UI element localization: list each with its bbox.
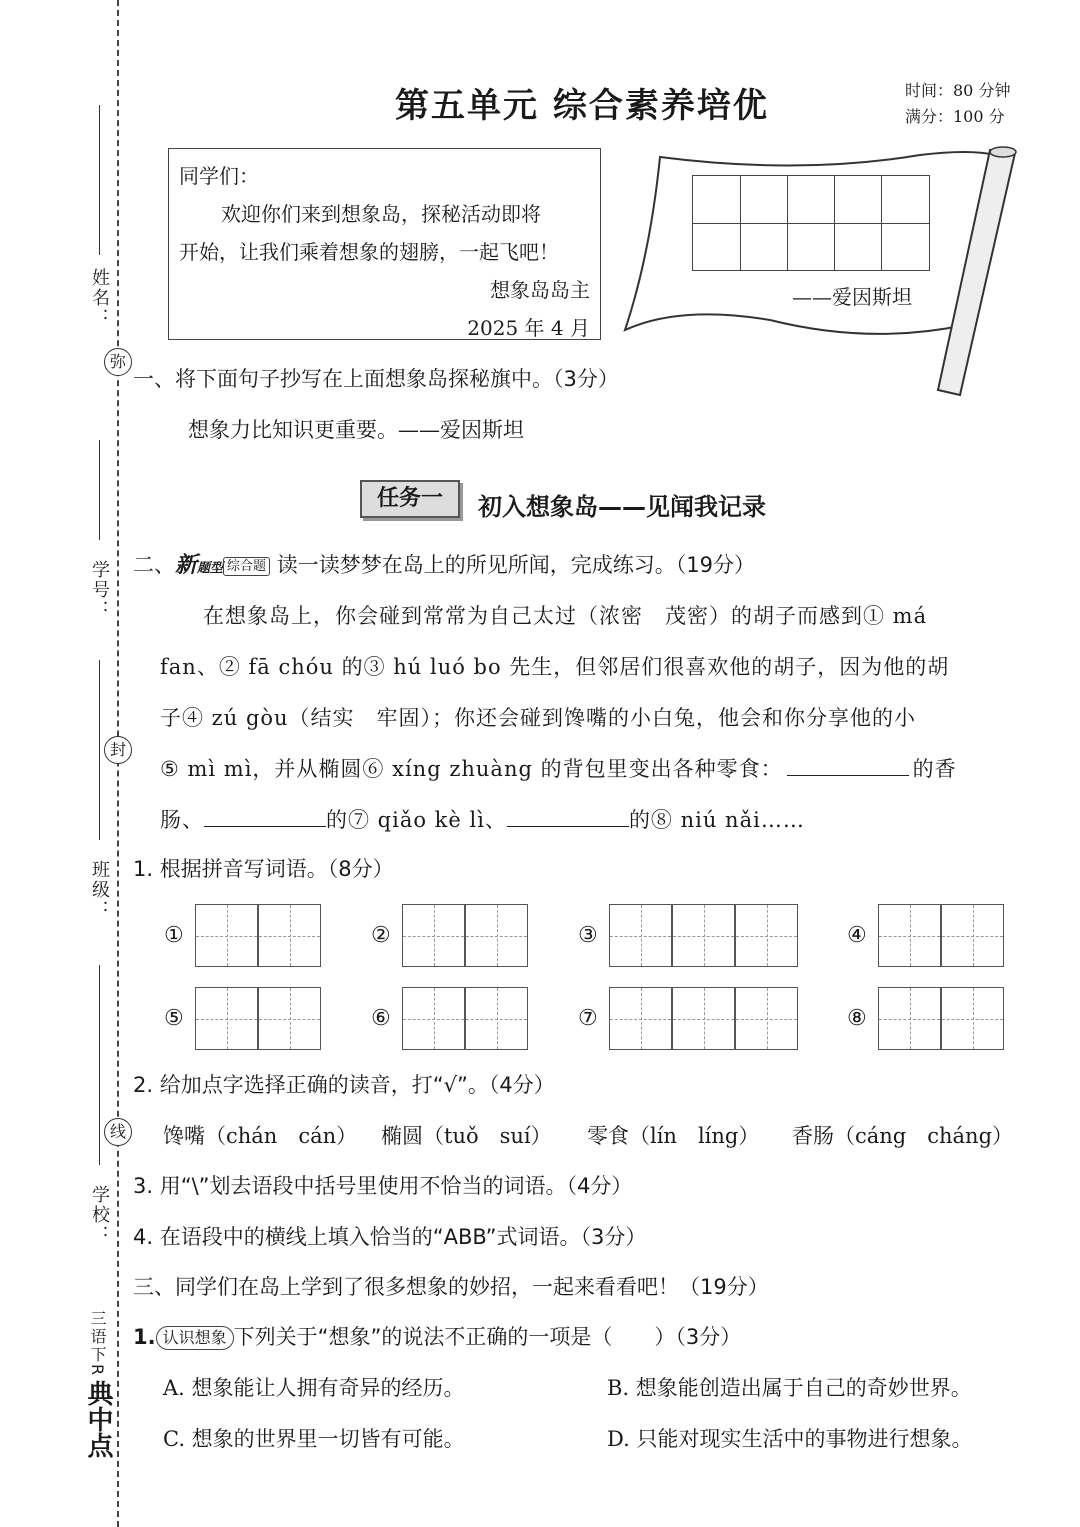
seal-char-feng: 封: [104, 736, 132, 764]
abb-blank-2[interactable]: [204, 826, 326, 827]
q2-tag-type: 题型: [197, 561, 224, 576]
pron-word-2: 椭圆: [381, 1124, 423, 1148]
letter-line-2: 开始，让我们乘着想象的翅膀，一起飞吧！: [179, 240, 559, 264]
q2-sub1: 1. 根据拼音写词语。（8分）: [133, 857, 394, 881]
grid-label-6: ⑥: [371, 1006, 391, 1031]
q2-line4-end: 的香: [912, 757, 957, 781]
q2-tag-new: 新: [175, 553, 198, 578]
id-write-line[interactable]: [99, 440, 100, 540]
q3-sub1: [133, 1321, 741, 1351]
pron-item-3[interactable]: [587, 1120, 759, 1150]
q2-sub2: 2. 给加点字选择正确的读音，打“√”。（4分）: [133, 1073, 555, 1097]
q2-header: [133, 548, 755, 579]
q1-sentence: 想象力比知识更重要。——爱因斯坦: [188, 418, 524, 442]
page-title: 第五单元 综合素养培优: [395, 86, 769, 126]
letter-signature: 想象岛岛主: [490, 278, 590, 302]
time-limit: 时间：80 分钟: [905, 81, 1011, 100]
pron-options-1[interactable]: （chán cán）: [205, 1124, 358, 1148]
letter-date: 2025 年 4 月: [467, 316, 590, 340]
id-label: 学号：: [89, 560, 110, 620]
grid-label-3: ③: [578, 923, 598, 948]
q2-paragraph-line-5: [160, 804, 805, 834]
flag-author: ——爱因斯坦: [792, 285, 912, 309]
q3-option-b[interactable]: B. 想象能创造出属于自己的奇妙世界。: [607, 1376, 972, 1400]
q2-tag-kind: 综合题: [223, 557, 270, 576]
name-write-line[interactable]: [99, 105, 100, 255]
letter-box: [168, 148, 601, 340]
q2-line5-start: 肠、: [160, 808, 204, 832]
pron-item-1[interactable]: [163, 1120, 357, 1150]
seal-char-xian: 线: [104, 1118, 132, 1146]
abb-blank-3[interactable]: [507, 826, 629, 827]
q3-option-d[interactable]: D. 只能对现实生活中的事物进行想象。: [607, 1427, 973, 1451]
pron-item-2[interactable]: [381, 1120, 552, 1150]
school-write-line[interactable]: [99, 965, 100, 1165]
pron-word-4: 香肠: [792, 1124, 834, 1148]
grid-label-2: ②: [371, 923, 391, 948]
grid-label-5: ⑤: [164, 1006, 184, 1031]
pron-word-3: 零食: [587, 1124, 629, 1148]
pron-word-1: 馋嘴: [163, 1124, 205, 1148]
q2-paragraph-line-3: 子④ zú gòu（结实 牢固）；你还会碰到馋嘴的小白兔，他会和你分享他的小: [160, 706, 917, 730]
class-label: 班级：: [89, 860, 110, 920]
task1-title: 初入想象岛——见闻我记录: [478, 493, 766, 521]
seal-char-mi: 弥: [104, 348, 132, 376]
q2-line5-mid: 的⑦ qiǎo kè lì、: [326, 808, 507, 832]
q3-title: 三、同学们在岛上学到了很多想象的妙招，一起来看看吧！（19分）: [133, 1275, 769, 1299]
q2-paragraph-line-2: fan、② fā chóu 的③ hú luó bo 先生，但邻居们很喜欢他的胡子，因为他的胡: [160, 655, 950, 679]
q3-option-c[interactable]: C. 想象的世界里一切皆有可能。: [163, 1427, 465, 1451]
q2-prefix: 二、: [133, 553, 175, 577]
pron-options-4[interactable]: （cáng cháng）: [834, 1124, 1014, 1148]
grid-label-8: ⑧: [847, 1006, 867, 1031]
q1-title: 一、将下面句子抄写在上面想象岛探秘旗中。（3分）: [133, 367, 619, 391]
abb-blank-1[interactable]: [787, 775, 909, 776]
letter-line-1: 欢迎你们来到想象岛，探秘活动即将: [221, 202, 541, 226]
class-write-line[interactable]: [99, 660, 100, 840]
letter-greeting: 同学们：: [179, 164, 259, 188]
q2-sub4: 4. 在语段中的横线上填入恰当的“ABB”式词语。（3分）: [133, 1225, 647, 1249]
q3-sub1-tag: 认识想象: [156, 1326, 234, 1350]
grid-label-1: ①: [164, 923, 184, 948]
q3-option-a[interactable]: A. 想象能让人拥有奇异的经历。: [163, 1376, 465, 1400]
q2-paragraph-line-4: [160, 753, 957, 783]
full-score: 满分：100 分: [905, 107, 1005, 126]
exploration-flag: [620, 145, 1030, 420]
subject-label: 三语下R: [88, 1310, 107, 1378]
pron-item-4[interactable]: [792, 1120, 1013, 1150]
q3-sub1-text: 下列关于“想象”的说法不正确的一项是（ ）（3分）: [233, 1325, 742, 1349]
q2-line4-text: ⑤ mì mì，并从椭圆⑥ xíng zhuàng 的背包里变出各种零食：: [160, 757, 783, 781]
flag-writing-grid[interactable]: [692, 175, 930, 271]
brand-logo: 典中点: [83, 1380, 113, 1458]
school-label: 学校：: [89, 1185, 110, 1245]
q2-title: 读一读梦梦在岛上的所见所闻，完成练习。（19分）: [276, 553, 755, 577]
pron-options-2[interactable]: （tuǒ suí）: [423, 1124, 552, 1148]
q2-paragraph-line-1: 在想象岛上，你会碰到常常为自己太过（浓密 茂密）的胡子而感到① má: [203, 604, 928, 628]
q2-sub3: 3. 用“\”划去语段中括号里使用不恰当的词语。（4分）: [133, 1174, 633, 1198]
name-label: 姓名：: [89, 268, 110, 328]
pron-options-3[interactable]: （lín líng）: [629, 1124, 760, 1148]
task1-badge: 任务一: [360, 480, 460, 518]
grid-label-4: ④: [847, 923, 867, 948]
q3-sub1-num: 1.: [133, 1325, 156, 1349]
q2-line5-end: 的⑧ niú nǎi……: [628, 808, 805, 832]
grid-label-7: ⑦: [578, 1006, 598, 1031]
